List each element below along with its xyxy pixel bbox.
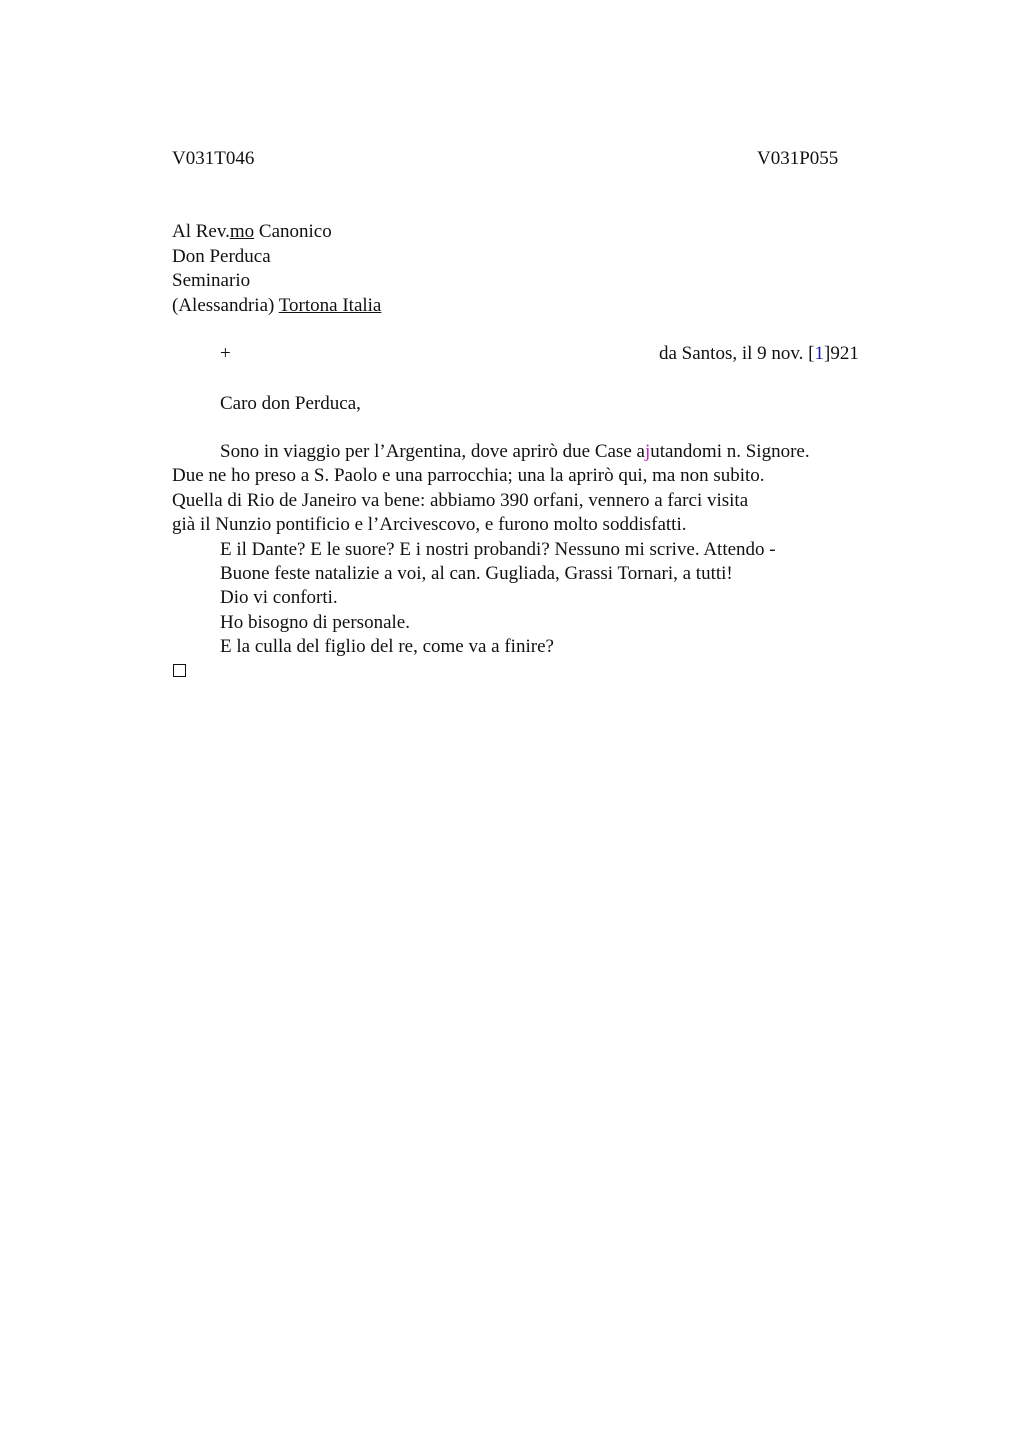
body-line: Ho bisogno di personale.	[220, 611, 410, 633]
address-line-3: Seminario	[172, 270, 251, 291]
address-line-2: Don Perduca	[172, 245, 271, 267]
address-city-country: Tortona Italia	[278, 294, 382, 316]
dateline-editorial-digit: 1	[814, 343, 825, 364]
document-code-right: V031P055	[757, 148, 839, 169]
body-line: E il Dante? E le suore? E i nostri probandi? Nessuno mi scrive. Attendo -	[220, 538, 776, 560]
address-province: (Alessandria)	[172, 294, 279, 316]
body-text-segment: utandomi n. Signore.	[650, 441, 810, 462]
body-line: E la culla del figlio del re, come va a finire?	[220, 636, 554, 658]
letter-body	[172, 440, 892, 660]
address-title-prefix: Al Rev.	[172, 221, 230, 242]
address-line-1	[172, 220, 381, 245]
body-line: Dio vi conforti.	[220, 587, 338, 609]
document-code-left: V031T046	[172, 148, 255, 169]
address-title-suffix: Canonico	[254, 221, 332, 242]
editorial-mark: j	[644, 441, 651, 462]
salutation: Caro don Perduca,	[220, 393, 361, 414]
end-box-icon	[173, 664, 186, 677]
cross-symbol: +	[220, 343, 231, 364]
dateline-suffix: ]921	[824, 343, 859, 364]
body-line: già il Nunzio pontificio e l’Arcivescovo, e furono molto soddisfatti.	[172, 514, 687, 536]
dateline	[659, 342, 859, 366]
body-line	[172, 440, 892, 464]
body-line: Quella di Rio de Janeiro va bene: abbiamo 390 orfani, vennero a farci visita	[172, 489, 749, 511]
address-line-4	[172, 294, 381, 319]
body-line: Due ne ho preso a S. Paolo e una parrocchia; una la aprirò qui, ma non subito.	[172, 465, 765, 487]
body-text-segment: Sono in viaggio per l’Argentina, dove aprirò due Case a	[220, 441, 645, 462]
body-line: Buone feste natalizie a voi, al can. Gugliada, Grassi Tornari, a tutti!	[220, 563, 733, 585]
address-block	[172, 220, 381, 318]
dateline-prefix: da Santos, il 9 nov. [	[659, 343, 815, 364]
address-title-underlined: mo	[229, 221, 255, 242]
